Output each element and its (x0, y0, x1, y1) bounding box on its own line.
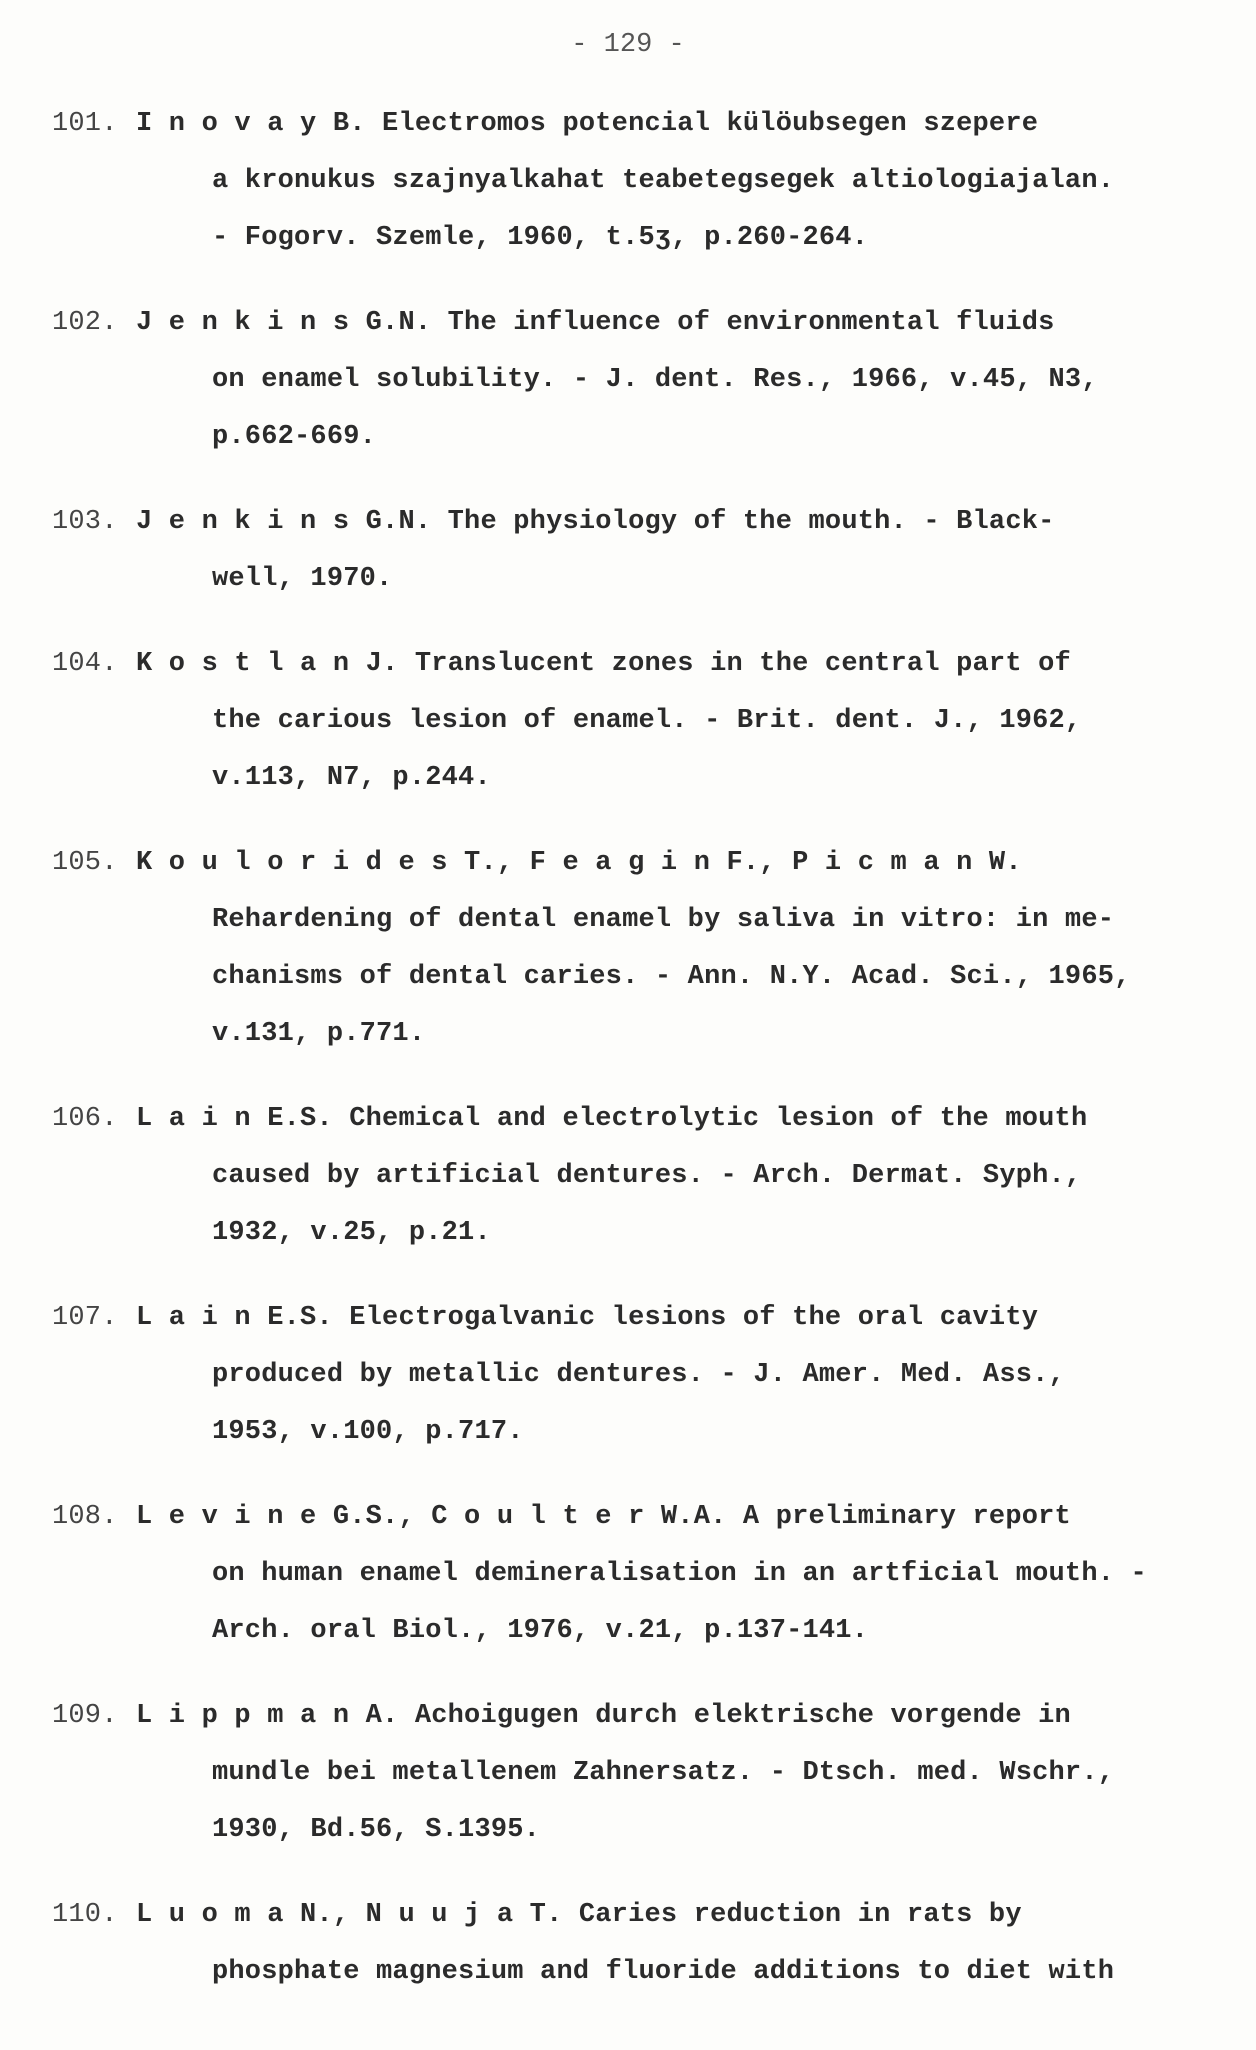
reference-text: I n o v a y B. Electromos potencial külöubsegen szepere (136, 109, 1039, 139)
reference-entry (0, 494, 1256, 608)
reference-continuation-line: 1932, v.25, p.21. (212, 1218, 491, 1248)
reference-first-line (0, 1489, 1256, 1546)
reference-number: 107. (52, 1303, 118, 1333)
reference-entry (0, 96, 1256, 267)
reference-first-line (0, 96, 1256, 153)
reference-continuation-line: well, 1970. (212, 564, 393, 594)
reference-number: 109. (52, 1701, 118, 1731)
reference-number: 108. (52, 1502, 118, 1532)
reference-text: L a i n E.S. Chemical and electrolytic lesion of the mouth (136, 1104, 1088, 1134)
reference-entry (0, 1489, 1256, 1660)
reference-list (0, 96, 1256, 2029)
reference-continuation-line: phosphate magnesium and fluoride additions to diet with (212, 1957, 1115, 1987)
reference-continuation-line: on human enamel demineralisation in an artficial mouth. - (212, 1559, 1147, 1589)
reference-number: 105. (52, 848, 118, 878)
reference-continuation-line: - Fogorv. Szemle, 1960, t.5ʒ, p.260-264. (212, 223, 869, 253)
reference-continuation-line: p.662-669. (212, 422, 377, 452)
reference-first-line (0, 1091, 1256, 1148)
reference-number: 110. (52, 1900, 118, 1930)
reference-entry (0, 1290, 1256, 1461)
reference-first-line (0, 295, 1256, 352)
reference-text: L e v i n e G.S., C o u l t e r W.A. A preliminary report (136, 1502, 1071, 1532)
reference-continuation-line: a kronukus szajnyalkahat teabetegsegek altiologiajalan. (212, 166, 1115, 196)
reference-continuation-line: Arch. oral Biol., 1976, v.21, p.137-141. (212, 1616, 869, 1646)
reference-continuation-line: 1930, Bd.56, S.1395. (212, 1815, 541, 1845)
reference-continuation-line: 1953, v.100, p.717. (212, 1417, 524, 1447)
reference-continuation-line: v.131, p.771. (212, 1019, 426, 1049)
reference-text: L i p p m a n A. Achoigugen durch elektrische vorgende in (136, 1701, 1071, 1731)
reference-continuation-line: Rehardening of dental enamel by saliva in vitro: in me- (212, 905, 1115, 935)
reference-number: 101. (52, 109, 118, 139)
reference-first-line (0, 1887, 1256, 1944)
reference-text: J e n k i n s G.N. The physiology of the mouth. - Black- (136, 507, 1055, 537)
reference-entry (0, 1688, 1256, 1859)
reference-text: L u o m a N., N u u j a T. Caries reduction in rats by (136, 1900, 1022, 1930)
reference-continuation-line: mundle bei metallenem Zahnersatz. - Dtsch. med. Wschr., (212, 1758, 1115, 1788)
reference-text: K o s t l a n J. Translucent zones in the central part of (136, 649, 1071, 679)
reference-first-line (0, 494, 1256, 551)
reference-continuation-line: v.113, N7, p.244. (212, 763, 491, 793)
reference-entry (0, 636, 1256, 807)
reference-continuation-line: chanisms of dental caries. - Ann. N.Y. Acad. Sci., 1965, (212, 962, 1131, 992)
reference-continuation-line: on enamel solubility. - J. dent. Res., 1966, v.45, N3, (212, 365, 1098, 395)
reference-number: 103. (52, 507, 118, 537)
reference-continuation-line: caused by artificial dentures. - Arch. Dermat. Syph., (212, 1161, 1082, 1191)
page-number: - 129 - (571, 30, 685, 60)
reference-text: J e n k i n s G.N. The influence of environmental fluids (136, 308, 1055, 338)
reference-entry (0, 295, 1256, 466)
reference-first-line (0, 1290, 1256, 1347)
reference-number: 104. (52, 649, 118, 679)
reference-first-line (0, 636, 1256, 693)
reference-number: 102. (52, 308, 118, 338)
reference-number: 106. (52, 1104, 118, 1134)
reference-continuation-line: the carious lesion of enamel. - Brit. dent. J., 1962, (212, 706, 1082, 736)
reference-continuation-line: produced by metallic dentures. - J. Amer. Med. Ass., (212, 1360, 1065, 1390)
reference-text: L a i n E.S. Electrogalvanic lesions of the oral cavity (136, 1303, 1039, 1333)
reference-entry (0, 835, 1256, 1063)
reference-entry (0, 1091, 1256, 1262)
reference-text: K o u l o r i d e s T., F e a g i n F., P i c m a n W. (136, 848, 1022, 878)
reference-first-line (0, 1688, 1256, 1745)
reference-first-line (0, 835, 1256, 892)
reference-entry (0, 1887, 1256, 2001)
